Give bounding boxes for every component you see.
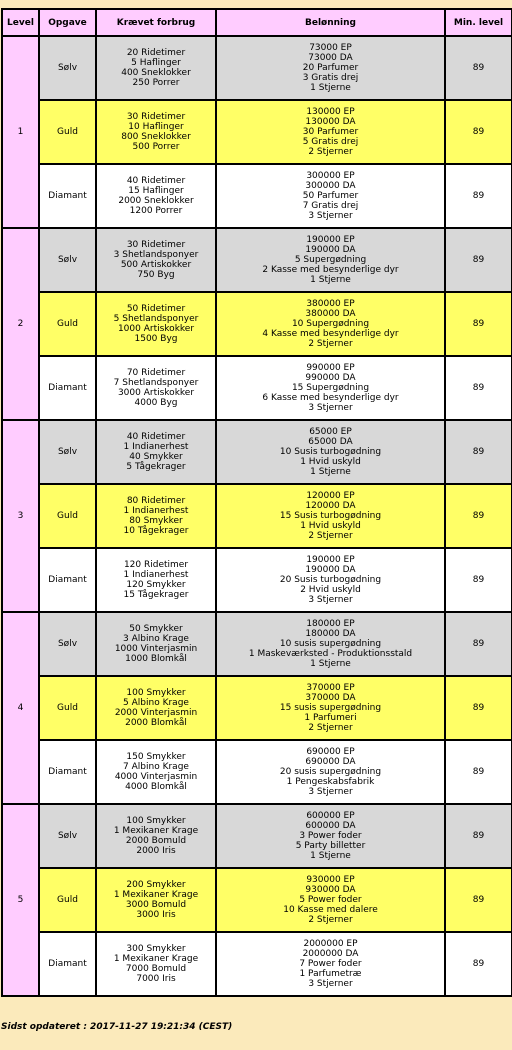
required-line: 750 Byg bbox=[137, 270, 175, 280]
required-cell bbox=[96, 164, 216, 228]
reward-line: 1 Hvid uskyld bbox=[300, 457, 361, 467]
required-line: 7 Albino Krage bbox=[123, 762, 189, 772]
task-cell: Sølv bbox=[39, 420, 96, 484]
reward-cell bbox=[216, 292, 445, 356]
task-cell: Diamant bbox=[39, 932, 96, 996]
table-body bbox=[2, 36, 512, 996]
required-line: 120 Ridetimer bbox=[123, 560, 189, 570]
reward-line: 10 Kasse med dalere bbox=[283, 905, 378, 915]
reward-line: 4 Kasse med besynderlige dyr bbox=[262, 329, 399, 339]
required-cell bbox=[96, 356, 216, 420]
required-line: 70 Ridetimer bbox=[126, 368, 186, 378]
table-row bbox=[2, 868, 512, 932]
reward-line: 380000 EP bbox=[306, 299, 355, 309]
required-line: 40 Ridetimer bbox=[126, 432, 186, 442]
min-level-cell: 89 bbox=[445, 804, 512, 868]
reward-line: 7 Gratis drej bbox=[302, 201, 359, 211]
required-line: 4000 Byg bbox=[134, 398, 178, 408]
header-task: Opgave bbox=[39, 9, 96, 36]
required-line: 3000 Iris bbox=[136, 910, 176, 920]
min-level-cell: 89 bbox=[445, 36, 512, 100]
required-line: 1 Mexikaner Krage bbox=[113, 826, 199, 836]
task-cell: Guld bbox=[39, 292, 96, 356]
table-row bbox=[2, 292, 512, 356]
reward-line: 50 Parfumer bbox=[302, 191, 359, 201]
reward-cell bbox=[216, 100, 445, 164]
reward-line: 300000 EP bbox=[306, 171, 355, 181]
table-row bbox=[2, 100, 512, 164]
required-line: 1000 Vinterjasmin bbox=[114, 644, 198, 654]
reward-line: 10 susis supergødning bbox=[279, 639, 382, 649]
reward-line: 10 Susis turbogødning bbox=[279, 447, 382, 457]
table-row bbox=[2, 804, 512, 868]
header-level: Level bbox=[2, 9, 39, 36]
required-line: 100 Smykker bbox=[126, 688, 186, 698]
reward-line: 380000 DA bbox=[305, 309, 356, 319]
task-cell: Diamant bbox=[39, 548, 96, 612]
reward-line: 190000 EP bbox=[306, 235, 355, 245]
required-cell bbox=[96, 100, 216, 164]
reward-line: 5 Party billetter bbox=[295, 841, 366, 851]
required-line: 10 Haflinger bbox=[128, 122, 184, 132]
reward-line: 370000 EP bbox=[306, 683, 355, 693]
reward-line: 15 Susis turbogødning bbox=[279, 511, 382, 521]
required-cell bbox=[96, 484, 216, 548]
reward-line: 5 Gratis drej bbox=[302, 137, 359, 147]
required-cell bbox=[96, 292, 216, 356]
reward-line: 190000 DA bbox=[305, 245, 356, 255]
level-cell: 2 bbox=[2, 228, 39, 420]
required-line: 200 Smykker bbox=[126, 880, 186, 890]
reward-line: 1 Stjerne bbox=[310, 659, 351, 669]
table-row bbox=[2, 612, 512, 676]
required-line: 1 Indianerhest bbox=[123, 506, 189, 516]
required-cell bbox=[96, 36, 216, 100]
reward-cell bbox=[216, 804, 445, 868]
required-cell bbox=[96, 228, 216, 292]
reward-cell bbox=[216, 676, 445, 740]
reward-line: 930000 DA bbox=[305, 885, 356, 895]
required-line: 7000 Iris bbox=[136, 974, 176, 984]
table-row bbox=[2, 740, 512, 804]
reward-line: 130000 DA bbox=[305, 117, 356, 127]
reward-cell bbox=[216, 164, 445, 228]
task-cell: Sølv bbox=[39, 612, 96, 676]
reward-line: 990000 EP bbox=[306, 363, 355, 373]
min-level-cell: 89 bbox=[445, 100, 512, 164]
reward-line: 1 Parfumetræ bbox=[299, 969, 362, 979]
required-line: 1 Mexikaner Krage bbox=[113, 954, 199, 964]
reward-line: 10 Supergødning bbox=[291, 319, 370, 329]
required-line: 100 Smykker bbox=[126, 816, 186, 826]
reward-cell bbox=[216, 740, 445, 804]
required-line: 250 Porrer bbox=[132, 78, 180, 88]
min-level-cell: 89 bbox=[445, 292, 512, 356]
required-line: 1200 Porrer bbox=[129, 206, 183, 216]
min-level-cell: 89 bbox=[445, 228, 512, 292]
table-row bbox=[2, 548, 512, 612]
min-level-cell: 89 bbox=[445, 932, 512, 996]
required-line: 80 Smykker bbox=[129, 516, 183, 526]
task-cell: Diamant bbox=[39, 740, 96, 804]
required-line: 5 Albino Krage bbox=[123, 698, 189, 708]
reward-cell bbox=[216, 228, 445, 292]
required-line: 7000 Bomuld bbox=[125, 964, 187, 974]
task-cell: Guld bbox=[39, 100, 96, 164]
required-line: 80 Ridetimer bbox=[126, 496, 186, 506]
table-row bbox=[2, 676, 512, 740]
task-cell: Guld bbox=[39, 676, 96, 740]
min-level-cell: 89 bbox=[445, 356, 512, 420]
table-row bbox=[2, 932, 512, 996]
required-line: 2000 Bomuld bbox=[125, 836, 187, 846]
reward-line: 73000 DA bbox=[308, 53, 353, 63]
min-level-cell: 89 bbox=[445, 868, 512, 932]
required-line: 5 Tågekrager bbox=[126, 462, 186, 472]
min-level-cell: 89 bbox=[445, 676, 512, 740]
required-line: 50 Ridetimer bbox=[126, 304, 186, 314]
reward-line: 990000 DA bbox=[305, 373, 356, 383]
table-row bbox=[2, 484, 512, 548]
reward-line: 15 Supergødning bbox=[291, 383, 370, 393]
min-level-cell: 89 bbox=[445, 420, 512, 484]
required-line: 150 Smykker bbox=[126, 752, 186, 762]
reward-line: 2 Stjerner bbox=[308, 339, 353, 349]
required-line: 500 Porrer bbox=[132, 142, 180, 152]
reward-line: 20 Parfumer bbox=[302, 63, 359, 73]
reward-line: 690000 DA bbox=[305, 757, 356, 767]
required-cell bbox=[96, 804, 216, 868]
reward-line: 5 Power foder bbox=[299, 895, 362, 905]
reward-line: 1 Hvid uskyld bbox=[300, 521, 361, 531]
min-level-cell: 89 bbox=[445, 612, 512, 676]
reward-cell bbox=[216, 932, 445, 996]
required-line: 4000 Vinterjasmin bbox=[114, 772, 198, 782]
header-required: Krævet forbrug bbox=[96, 9, 216, 36]
table-row bbox=[2, 164, 512, 228]
reward-line: 2 Kasse med besynderlige dyr bbox=[262, 265, 399, 275]
reward-line: 120000 EP bbox=[306, 491, 355, 501]
reward-line: 3 Gratis drej bbox=[302, 73, 359, 83]
reward-line: 2 Stjerner bbox=[308, 723, 353, 733]
reward-cell bbox=[216, 356, 445, 420]
required-line: 2000 Sneklokker bbox=[118, 196, 194, 206]
reward-cell bbox=[216, 420, 445, 484]
reward-line: 2000000 DA bbox=[302, 949, 359, 959]
required-line: 2000 Blomkål bbox=[125, 718, 187, 728]
min-level-cell: 89 bbox=[445, 484, 512, 548]
reward-line: 3 Stjerner bbox=[308, 211, 353, 221]
required-line: 5 Haflinger bbox=[131, 58, 181, 68]
task-cell: Diamant bbox=[39, 164, 96, 228]
required-cell bbox=[96, 868, 216, 932]
reward-line: 1 Stjerne bbox=[310, 275, 351, 285]
required-line: 10 Tågekrager bbox=[123, 526, 189, 536]
required-line: 1 Indianerhest bbox=[123, 442, 189, 452]
required-line: 7 Shetlandsponyer bbox=[113, 378, 199, 388]
reward-line: 180000 DA bbox=[305, 629, 356, 639]
required-line: 1000 Blomkål bbox=[125, 654, 187, 664]
required-line: 2000 Vinterjasmin bbox=[114, 708, 198, 718]
reward-line: 20 susis supergødning bbox=[279, 767, 382, 777]
required-line: 3 Albino Krage bbox=[123, 634, 189, 644]
table-row bbox=[2, 356, 512, 420]
reward-line: 2 Stjerner bbox=[308, 915, 353, 925]
reward-line: 73000 EP bbox=[309, 43, 352, 53]
reward-line: 30 Parfumer bbox=[302, 127, 359, 137]
required-line: 800 Sneklokker bbox=[121, 132, 191, 142]
required-line: 2000 Iris bbox=[136, 846, 176, 856]
required-line: 3000 Artiskokker bbox=[117, 388, 195, 398]
required-line: 40 Ridetimer bbox=[126, 176, 186, 186]
required-line: 1 Indianerhest bbox=[123, 570, 189, 580]
reward-cell bbox=[216, 612, 445, 676]
reward-line: 3 Stjerner bbox=[308, 787, 353, 797]
reward-line: 120000 DA bbox=[305, 501, 356, 511]
required-line: 30 Ridetimer bbox=[126, 240, 186, 250]
required-cell bbox=[96, 740, 216, 804]
reward-line: 3 Stjerner bbox=[308, 979, 353, 989]
reward-line: 2 Hvid uskyld bbox=[300, 585, 361, 595]
level-cell: 5 bbox=[2, 804, 39, 996]
reward-line: 65000 EP bbox=[309, 427, 352, 437]
required-line: 50 Smykker bbox=[129, 624, 183, 634]
min-level-cell: 89 bbox=[445, 164, 512, 228]
required-line: 3 Shetlandsponyer bbox=[113, 250, 199, 260]
required-line: 1000 Artiskokker bbox=[117, 324, 195, 334]
reward-line: 370000 DA bbox=[305, 693, 356, 703]
task-cell: Guld bbox=[39, 868, 96, 932]
required-line: 500 Artiskokker bbox=[120, 260, 192, 270]
task-cell: Sølv bbox=[39, 36, 96, 100]
task-cell: Sølv bbox=[39, 804, 96, 868]
reward-line: 3 Stjerner bbox=[308, 595, 353, 605]
reward-line: 1 Stjerne bbox=[310, 467, 351, 477]
reward-line: 190000 EP bbox=[306, 555, 355, 565]
required-cell bbox=[96, 932, 216, 996]
required-line: 4000 Blomkål bbox=[125, 782, 187, 792]
required-cell bbox=[96, 548, 216, 612]
task-cell: Guld bbox=[39, 484, 96, 548]
task-cell: Diamant bbox=[39, 356, 96, 420]
reward-line: 1 Stjerne bbox=[310, 83, 351, 93]
reward-line: 15 susis supergødning bbox=[279, 703, 382, 713]
reward-line: 6 Kasse med besynderlige dyr bbox=[262, 393, 399, 403]
level-cell: 3 bbox=[2, 420, 39, 612]
reward-line: 7 Power foder bbox=[299, 959, 362, 969]
required-line: 20 Ridetimer bbox=[126, 48, 186, 58]
level-cell: 1 bbox=[2, 36, 39, 228]
reward-line: 190000 DA bbox=[305, 565, 356, 575]
level-cell: 4 bbox=[2, 612, 39, 804]
reward-line: 2000000 EP bbox=[303, 939, 358, 949]
task-cell: Sølv bbox=[39, 228, 96, 292]
reward-line: 300000 DA bbox=[305, 181, 356, 191]
table-row bbox=[2, 36, 512, 100]
required-line: 3000 Bomuld bbox=[125, 900, 187, 910]
reward-line: 65000 DA bbox=[308, 437, 353, 447]
required-line: 15 Haflinger bbox=[128, 186, 184, 196]
rewards-table bbox=[1, 8, 512, 997]
reward-line: 690000 EP bbox=[306, 747, 355, 757]
required-line: 300 Smykker bbox=[126, 944, 186, 954]
required-cell bbox=[96, 612, 216, 676]
reward-cell bbox=[216, 36, 445, 100]
reward-line: 2 Stjerner bbox=[308, 147, 353, 157]
reward-line: 1 Maskeværksted - Produktionsstald bbox=[248, 649, 413, 659]
header-row bbox=[2, 9, 512, 36]
required-line: 400 Sneklokker bbox=[121, 68, 191, 78]
reward-line: 130000 EP bbox=[306, 107, 355, 117]
required-cell bbox=[96, 420, 216, 484]
reward-line: 930000 EP bbox=[306, 875, 355, 885]
header-min-level: Min. level bbox=[445, 9, 512, 36]
reward-line: 1 Pengeskabsfabrik bbox=[286, 777, 375, 787]
table-row bbox=[2, 420, 512, 484]
required-line: 1500 Byg bbox=[134, 334, 178, 344]
reward-line: 180000 EP bbox=[306, 619, 355, 629]
required-line: 1 Mexikaner Krage bbox=[113, 890, 199, 900]
required-line: 40 Smykker bbox=[129, 452, 183, 462]
reward-cell bbox=[216, 868, 445, 932]
required-line: 120 Smykker bbox=[126, 580, 186, 590]
reward-line: 2 Stjerner bbox=[308, 531, 353, 541]
reward-line: 600000 EP bbox=[306, 811, 355, 821]
min-level-cell: 89 bbox=[445, 740, 512, 804]
required-line: 30 Ridetimer bbox=[126, 112, 186, 122]
min-level-cell: 89 bbox=[445, 548, 512, 612]
required-line: 5 Shetlandsponyer bbox=[113, 314, 199, 324]
header-reward: Belønning bbox=[216, 9, 445, 36]
reward-line: 3 Stjerner bbox=[308, 403, 353, 413]
reward-line: 1 Parfumeri bbox=[304, 713, 357, 723]
required-line: 15 Tågekrager bbox=[123, 590, 189, 600]
reward-line: 1 Stjerne bbox=[310, 851, 351, 861]
reward-cell bbox=[216, 548, 445, 612]
reward-line: 5 Supergødning bbox=[294, 255, 367, 265]
reward-line: 3 Power foder bbox=[299, 831, 362, 841]
reward-line: 20 Susis turbogødning bbox=[279, 575, 382, 585]
required-cell bbox=[96, 676, 216, 740]
reward-line: 600000 DA bbox=[305, 821, 356, 831]
reward-cell bbox=[216, 484, 445, 548]
table-row bbox=[2, 228, 512, 292]
last-updated-text: Sidst opdateret : 2017-11-27 19:21:34 (CEST) bbox=[1, 1022, 233, 1032]
